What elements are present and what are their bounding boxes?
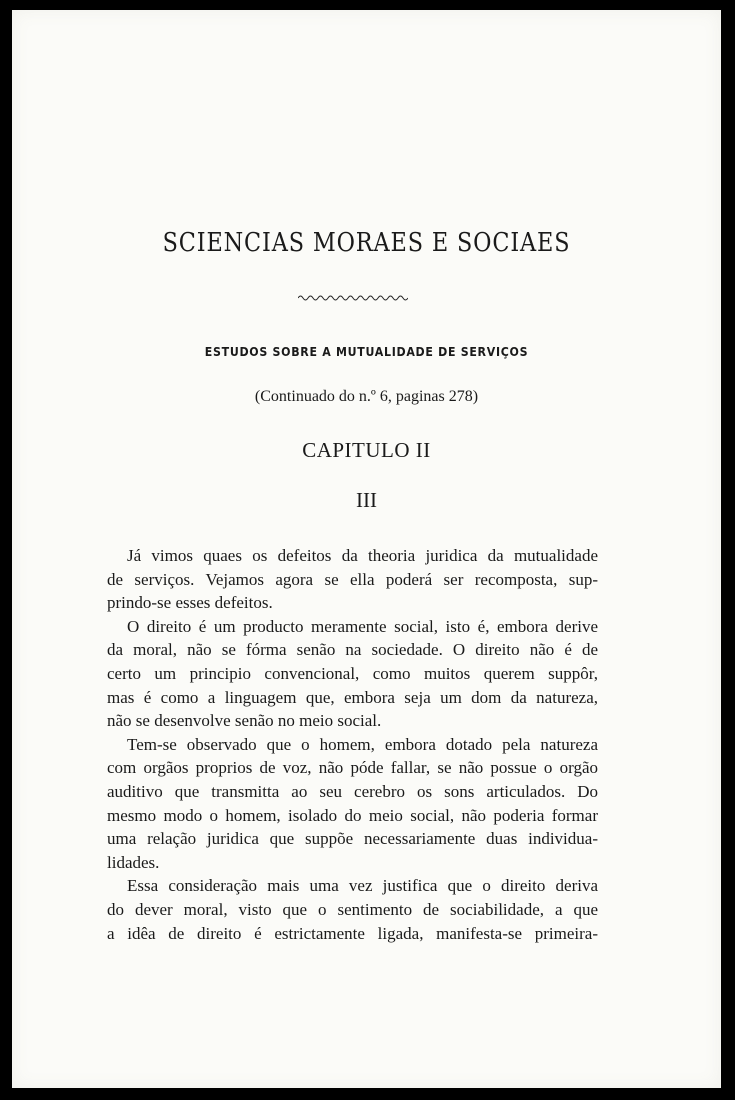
- section-title: SCIENCIAS MORAES E SOCIAES: [162, 228, 571, 258]
- text-line: de serviços. Vejamos agora se ella poderá ser recomposta, sup-: [107, 569, 598, 589]
- wavy-ornament: [298, 294, 408, 302]
- text-line: prindo-se esses defeitos.: [107, 593, 273, 613]
- text-line: Essa consideração mais uma vez justifica que o direito deriva: [127, 876, 598, 896]
- text-line: O direito é um producto meramente social, isto é, embora derive: [127, 616, 598, 636]
- text-line: lidades.: [107, 852, 160, 872]
- continued-note: (Continuado do n.º 6, paginas 278): [254, 388, 479, 405]
- text-line: da moral, não se fórma senão na sociedade. O direito não é de: [107, 640, 598, 660]
- text-line: mas é como a linguagem que, embora seja um dom da natureza,: [107, 687, 598, 707]
- paragraph: [107, 874, 598, 945]
- text-line: auditivo que transmitta ao seu cerebro os sons articulados. Do: [107, 781, 598, 801]
- text-line: a idêa de direito é estrictamente ligada, manifesta-se primeira-: [107, 923, 598, 943]
- text-line: Já vimos quaes os defeitos da theoria juridica da mutualidade: [127, 546, 598, 565]
- article-title: ESTUDOS SOBRE A MUTUALIDADE DE SERVIÇOS: [204, 344, 529, 359]
- paragraph: [107, 544, 598, 615]
- paragraph: [107, 733, 598, 875]
- text-line: do dever moral, visto que o sentimento de sociabilidade, a que: [107, 899, 598, 919]
- text-line: não se desenvolve senão no meio social.: [107, 711, 382, 731]
- body-text: [107, 544, 598, 945]
- text-line: uma relação juridica que suppõe necessariamente duas individua-: [107, 829, 598, 849]
- scanned-page: [12, 10, 721, 1088]
- paragraph: [107, 615, 598, 733]
- text-line: certo um principio convencional, como muitos querem suppôr,: [107, 663, 598, 683]
- text-line: com orgãos proprios de voz, não póde fallar, se não possue o orgão: [107, 758, 598, 778]
- text-line: mesmo modo o homem, isolado do meio social, não poderia formar: [107, 805, 598, 825]
- text-line: Tem-se observado que o homem, embora dotado pela natureza: [127, 734, 598, 754]
- subsection-heading: III: [356, 488, 377, 512]
- chapter-heading: CAPITULO II: [302, 438, 431, 462]
